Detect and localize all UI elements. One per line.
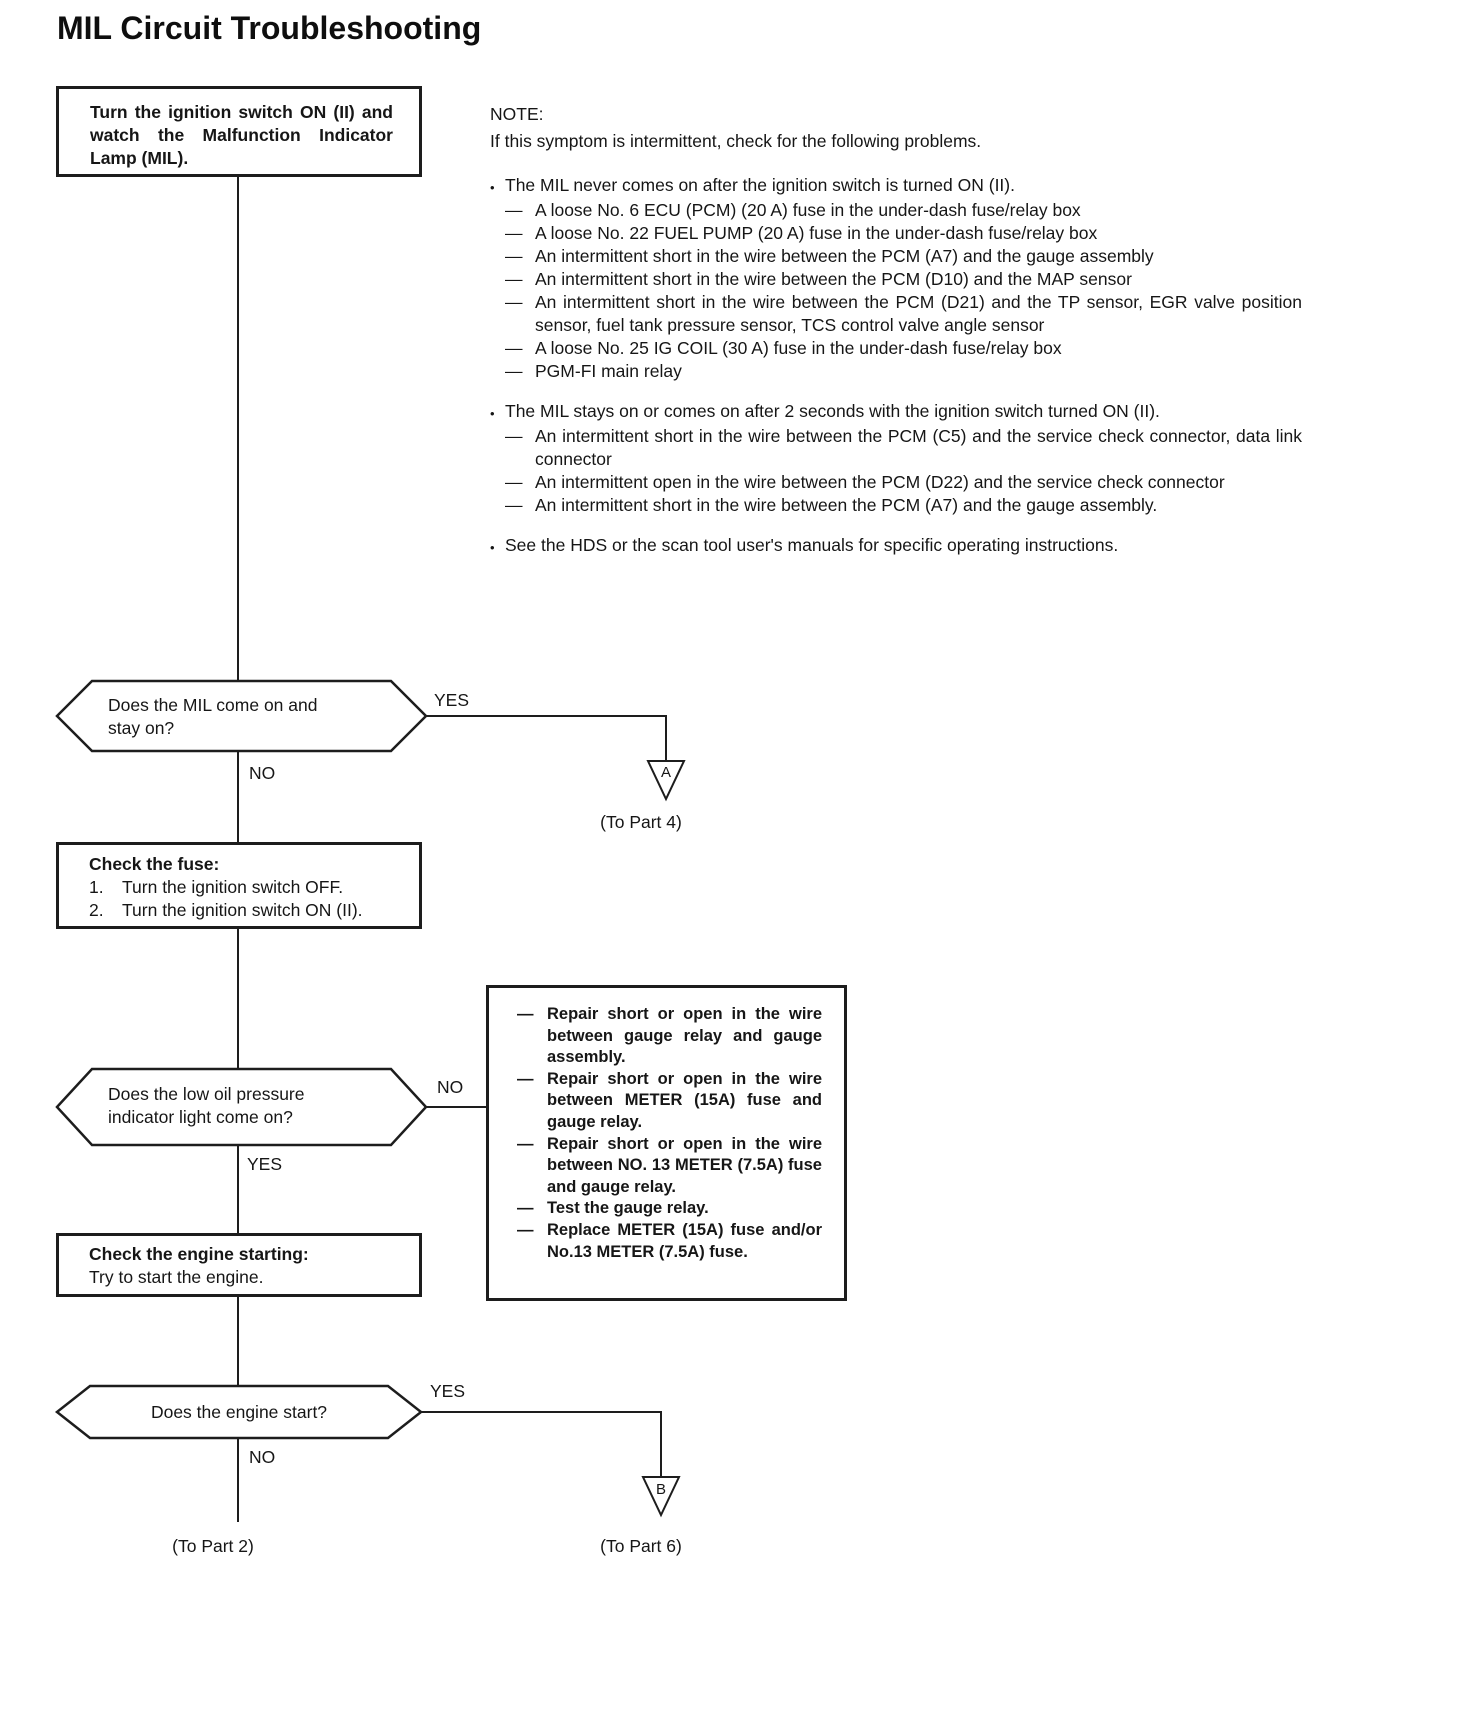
- note-bullet-group-1: [490, 174, 1302, 383]
- repair-item-text: Replace METER (15A) fuse and/or No.13 METER (7.5A) fuse.: [547, 1220, 822, 1261]
- repair-item-text: Repair short or open in the wire between NO. 13 METER (7.5A) fuse and gauge relay.: [547, 1134, 822, 1196]
- note-heading: NOTE:: [490, 104, 544, 124]
- note-item: [505, 337, 1302, 360]
- dash-icon: —: [517, 1220, 534, 1239]
- dash-icon: —: [517, 1069, 534, 1088]
- dash-icon: —: [517, 1199, 534, 1218]
- connector-a-letter: A: [660, 764, 671, 781]
- dash-icon: —: [505, 200, 523, 220]
- decision3-no-label: NO: [249, 1447, 276, 1467]
- dash-icon: —: [517, 1005, 534, 1023]
- to-part-2-caption: (To Part 2): [172, 1536, 254, 1556]
- note-intro: If this symptom is intermittent, check for the following problems.: [490, 131, 982, 151]
- dash-icon: —: [505, 246, 523, 266]
- repair-item: [517, 1134, 822, 1199]
- decision1-no-label: NO: [249, 763, 276, 783]
- dash-icon: —: [505, 495, 523, 515]
- bullet-icon: •: [490, 540, 495, 555]
- step-item-text: Turn the ignition switch ON (II).: [122, 900, 363, 920]
- note-bullet-2: [490, 400, 1302, 425]
- note-item-text: A loose No. 25 IG COIL (30 A) fuse in the under-dash fuse/relay box: [535, 338, 1062, 358]
- decision2-question: Does the low oil pressure indicator light come on?: [108, 1084, 305, 1127]
- connector-a-caption: (To Part 4): [600, 812, 682, 832]
- dash-icon: —: [517, 1134, 534, 1153]
- repair-item: [517, 1198, 822, 1220]
- connector-b-caption: (To Part 6): [600, 1536, 682, 1556]
- step-item-text: Turn the ignition switch OFF.: [122, 877, 344, 897]
- note-item: [505, 494, 1302, 517]
- note-item-text: PGM-FI main relay: [535, 361, 682, 381]
- dash-icon: —: [505, 223, 523, 243]
- repair-item-text: Test the gauge relay.: [547, 1199, 709, 1218]
- dash-icon: —: [505, 338, 523, 358]
- step-box-engine-start-text: Try to start the engine.: [89, 1267, 264, 1287]
- note-item-text: An intermittent short in the wire between the PCM (A7) and the gauge assembly.: [535, 495, 1158, 515]
- note-bullet-3-text: See the HDS or the scan tool user's manuals for specific operating instructions.: [505, 535, 1119, 555]
- note-item-text: An intermittent open in the wire between the PCM (D22) and the service check connector: [535, 472, 1225, 492]
- step-box-check-fuse: [56, 842, 422, 929]
- line-decision3-yes-path: [421, 1412, 661, 1477]
- note-item: [505, 291, 1302, 337]
- note-item-text: A loose No. 6 ECU (PCM) (20 A) fuse in the under-dash fuse/relay box: [535, 200, 1081, 220]
- repair-item-text: Repair short or open in the wire between gauge relay and gauge assembly.: [547, 1005, 822, 1067]
- step-box-check-fuse-heading: Check the fuse:: [89, 854, 220, 874]
- dash-icon: —: [505, 269, 523, 289]
- note-bullet-3: [490, 534, 1302, 559]
- step-box-ignition-text: Turn the ignition switch ON (II) and watch the Malfunction Indicator Lamp (MIL).: [90, 102, 393, 168]
- repair-item: [517, 1069, 822, 1134]
- note-item: [505, 268, 1302, 291]
- decision2-yes-label: YES: [247, 1154, 283, 1174]
- page-title: MIL Circuit Troubleshooting: [57, 10, 482, 46]
- repair-action-box: [486, 985, 847, 1301]
- connector-b-letter: B: [655, 1481, 666, 1498]
- decision1-yes-label: YES: [434, 690, 470, 710]
- bullet-icon: •: [490, 406, 495, 421]
- note-item-text: An intermittent short in the wire between the PCM (C5) and the service check connector, data link connector: [535, 426, 1302, 469]
- note-item-text: An intermittent short in the wire between the PCM (D10) and the MAP sensor: [535, 269, 1132, 289]
- note-item: [505, 222, 1302, 245]
- note-bullet-2-text: The MIL stays on or comes on after 2 seconds with the ignition switch turned ON (II).: [505, 401, 1160, 421]
- repair-item-text: Repair short or open in the wire between METER (15A) fuse and gauge relay.: [547, 1069, 822, 1131]
- line-decision1-yes-path: [426, 716, 666, 761]
- note-section: [490, 103, 1302, 576]
- dash-icon: —: [505, 361, 523, 381]
- step-box-engine-start: [56, 1233, 422, 1297]
- step-item-number: 1.: [89, 877, 104, 897]
- step-item: [89, 899, 407, 922]
- step-box-ignition: [56, 86, 422, 177]
- note-item: [505, 360, 1302, 383]
- note-item-text: An intermittent short in the wire between the PCM (D21) and the TP sensor, EGR valve position sensor, fuel tank pressure sensor, TCS control valve angle sensor: [535, 292, 1302, 335]
- step-box-engine-start-heading: Check the engine starting:: [89, 1244, 309, 1264]
- repair-item: [517, 1220, 822, 1263]
- note-item-text: An intermittent short in the wire between the PCM (A7) and the gauge assembly: [535, 246, 1154, 266]
- note-item: [505, 245, 1302, 268]
- decision1-question: Does the MIL come on and stay on?: [108, 695, 318, 738]
- repair-item: [517, 1004, 822, 1069]
- note-item-text: A loose No. 22 FUEL PUMP (20 A) fuse in the under-dash fuse/relay box: [535, 223, 1098, 243]
- note-bullet-1-text: The MIL never comes on after the ignition switch is turned ON (II).: [505, 175, 1015, 195]
- note-item: [505, 471, 1302, 494]
- step-item: [89, 876, 407, 899]
- note-item: [505, 425, 1302, 471]
- step-item-number: 2.: [89, 900, 104, 920]
- dash-icon: —: [505, 426, 523, 446]
- dash-icon: —: [505, 472, 523, 492]
- decision2-no-label: NO: [437, 1077, 464, 1097]
- note-bullet-1: [490, 174, 1302, 199]
- note-bullet-group-2: [490, 400, 1302, 517]
- note-bullet-group-3: [490, 534, 1302, 559]
- note-item: [505, 199, 1302, 222]
- dash-icon: —: [505, 292, 523, 312]
- decision3-question: Does the engine start?: [150, 1402, 328, 1422]
- bullet-icon: •: [490, 180, 495, 195]
- decision3-yes-label: YES: [430, 1381, 466, 1401]
